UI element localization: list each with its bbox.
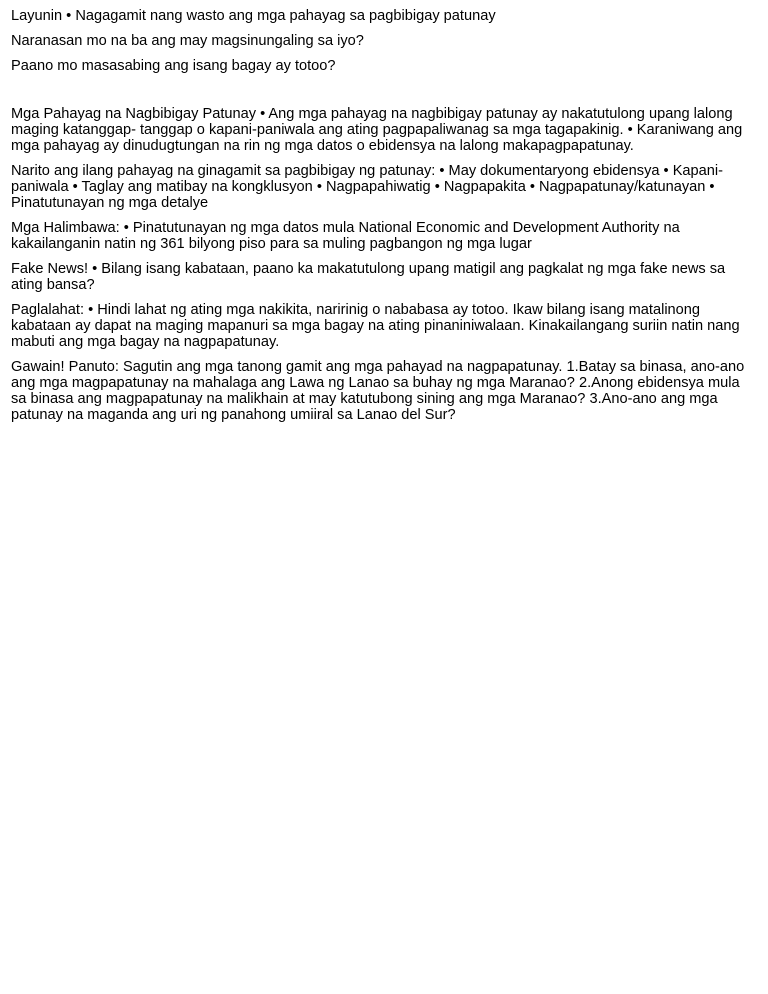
definition-paragraph: Mga Pahayag na Nagbibigay Patunay • Ang mga pahayag na nagbibigay patunay ay nakatutulong upang lalong maging katanggap- tanggap o kapani-paniwala ang ating pagpapaliwanag sa mga tagapakinig. • Karaniwang ang mga pahayag ay dinudugtungan na rin ng mga datos o ebidensya na lalong makapagpapatunay. bbox=[11, 106, 743, 154]
document-body bbox=[0, 0, 768, 423]
blank-paragraph bbox=[11, 83, 757, 106]
generalization-paragraph: Paglalahat: • Hindi lahat ng ating mga nakikita, naririnig o nababasa ay totoo. Ikaw bilang isang matalinong kabataan ay dapat na maging mapanuri sa mga bagay na ating pinaniniwalaan. Kinakailangang suriin natin nang mabuti ang mga bagay na nagpapatunay. bbox=[11, 302, 740, 350]
activity-paragraph: Gawain! Panuto: Sagutin ang mga tanong gamit ang mga pahayad na nagpapatunay. 1.Batay sa binasa, ano-ano ang mga magpapatunay na mahalaga ang Lawa ng Lanao sa buhay ng mga Maranao? 2.Anong ebidensya mula sa binasa ang magpapatunay na malikhain at may katutubong sining ang mga Maranao? 3.Ano-ano ang mga patunay na maganda ang uri ng panahong umiiral sa Lanao del Sur? bbox=[11, 359, 745, 423]
expressions-list-paragraph: Narito ang ilang pahayag na ginagamit sa pagbibigay ng patunay: • May dokumentaryong ebidensya • Kapani-paniwala • Taglay ang matibay na kongklusyon • Nagpapahiwatig • Nagpapakita • Nagpapatunay/katunayan • Pinatutunayan ng mga detalye bbox=[11, 163, 724, 211]
objective-paragraph: Layunin • Nagagamit nang wasto ang mga pahayag sa pagbibigay patunay bbox=[11, 8, 496, 24]
question-paragraph-2: Paano mo masasabing ang isang bagay ay totoo? bbox=[11, 58, 336, 74]
examples-paragraph: Mga Halimbawa: • Pinatutunayan ng mga datos mula National Economic and Development Authority na kakailanganin natin ng 361 bilyong piso para sa muling pagbangon ng mga lugar bbox=[11, 220, 680, 252]
fake-news-paragraph: Fake News! • Bilang isang kabataan, paano ka makatutulong upang matigil ang pagkalat ng mga fake news sa ating bansa? bbox=[11, 261, 726, 293]
question-paragraph-1: Naranasan mo na ba ang may magsinungaling sa iyo? bbox=[11, 33, 364, 49]
